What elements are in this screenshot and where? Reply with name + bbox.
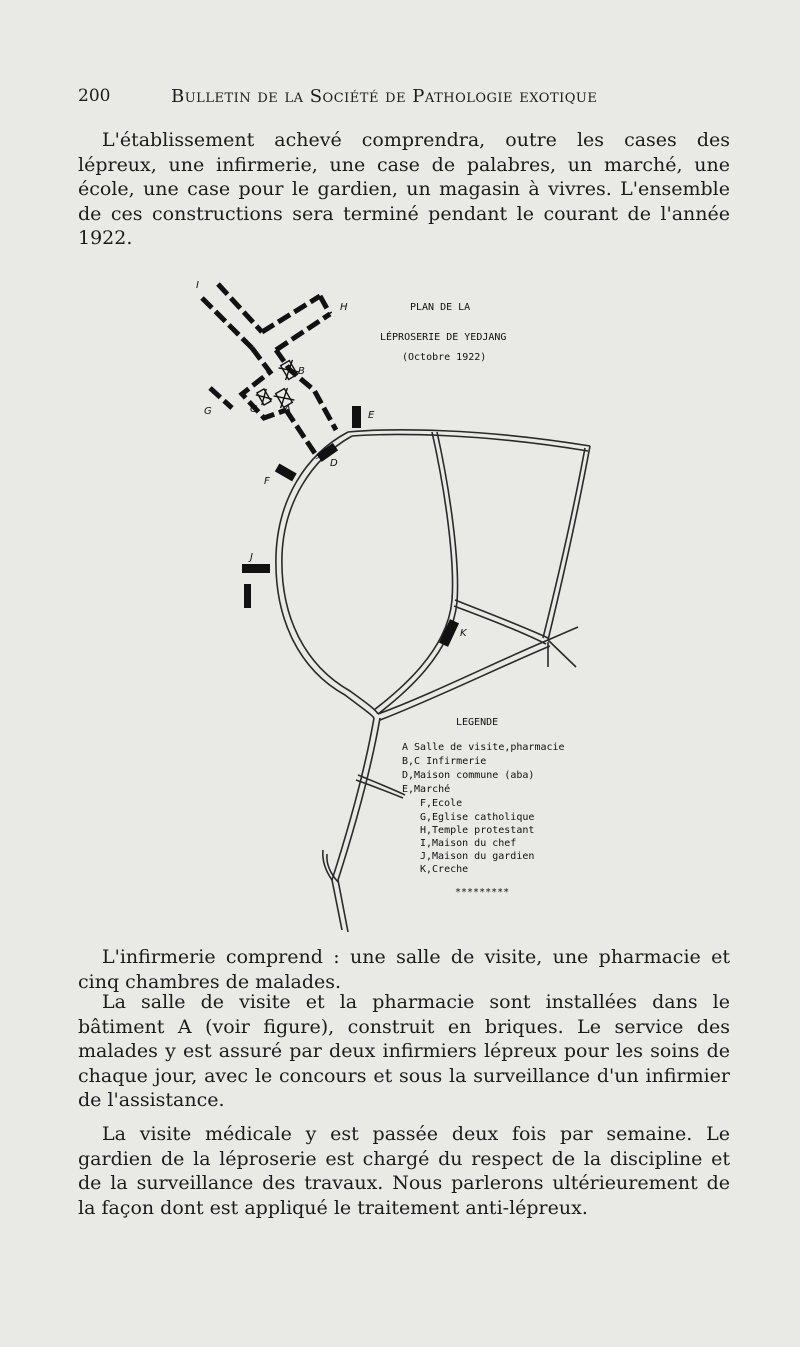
building-J-top bbox=[242, 564, 270, 573]
building-F bbox=[275, 464, 297, 482]
legend-item: G,Eglise catholique bbox=[420, 812, 535, 823]
label-H: H bbox=[340, 302, 348, 313]
page-number: 200 bbox=[78, 86, 111, 106]
legend-item: E,Marché bbox=[402, 784, 451, 795]
wing-H-end bbox=[320, 296, 330, 314]
map-svg bbox=[180, 270, 620, 935]
road-main-west-inner bbox=[282, 436, 378, 714]
legend-item: J,Maison du gardien bbox=[420, 851, 535, 862]
leproserie-map-figure bbox=[180, 270, 620, 935]
running-head bbox=[78, 86, 738, 116]
road-east bbox=[548, 446, 590, 640]
legend-item: I,Maison du chef bbox=[420, 838, 517, 849]
road-east-inner bbox=[543, 448, 585, 638]
label-B: B bbox=[298, 366, 305, 377]
paragraph-salle-de-visite bbox=[78, 990, 730, 1113]
paragraph-text: L'établissement achevé comprendra, outre les cases des lépreux, une infirmerie, une case de palabres, un marché, une école, une case pour le gardien, un magasin à vivres. L'ensemble de ces constructions sera terminé pendant le courant de l'année 1922. bbox=[78, 129, 730, 249]
legend-item: H,Temple protestant bbox=[420, 825, 535, 836]
paragraph-establishment bbox=[78, 128, 730, 251]
paragraph-text: La visite médicale y est passée deux fois par semaine. Le gardien de la léproserie est chargé du respect de la discipline et de la surveillance des travaux. Nous parlerons ultérieurement de la façon dont est appliqué le traitement anti-lépreux. bbox=[78, 1123, 730, 1219]
legend-title: LEGENDE bbox=[456, 717, 499, 728]
wing-lower-body-2 bbox=[210, 388, 232, 408]
wing-I-left bbox=[202, 298, 252, 348]
label-G: G bbox=[204, 406, 212, 417]
building-J-bottom bbox=[244, 584, 251, 608]
label-J: J bbox=[250, 552, 253, 563]
building-E bbox=[352, 406, 361, 428]
legend-item: B,C Infirmerie bbox=[402, 756, 487, 767]
legend-item: F,Ecole bbox=[420, 798, 463, 809]
building-K bbox=[439, 619, 459, 647]
label-F: F bbox=[264, 476, 270, 487]
road-south bbox=[332, 718, 374, 930]
legend-item: A Salle de visite,pharmacie bbox=[402, 742, 565, 753]
paragraph-visite-medicale bbox=[78, 1122, 730, 1220]
label-C: C bbox=[250, 404, 257, 415]
road-spur-2 bbox=[548, 640, 576, 667]
label-D: D bbox=[330, 458, 338, 469]
road-south-inner bbox=[338, 718, 380, 932]
legend-item: D,Maison commune (aba) bbox=[402, 770, 535, 781]
paragraph-infirmerie bbox=[78, 945, 730, 994]
map-title-line3: (Octobre 1922) bbox=[402, 352, 487, 363]
paragraph-text: La salle de visite et la pharmacie sont installées dans le bâtiment A (voir figure), construit en briques. Le service des malades y est assuré par deux infirmiers lépreux pour les soins de chaque jour, avec le concours et sous la surveillance d'un infirmier de l'assistance. bbox=[78, 991, 730, 1111]
road-top-inner bbox=[352, 435, 588, 451]
label-I: I bbox=[196, 280, 199, 291]
journal-title: Bulletin de la Société de Pathologie exotique bbox=[171, 86, 598, 107]
legend-item: K,Creche bbox=[420, 864, 469, 875]
road-k-junction bbox=[455, 600, 548, 638]
label-E: E bbox=[368, 410, 375, 421]
road-east-junction bbox=[378, 640, 548, 714]
buildings bbox=[242, 406, 459, 647]
legend-footer: ********* bbox=[455, 887, 510, 898]
paragraph-text: L'infirmerie comprend : une salle de visite, une pharmacie et cinq chambres de malades. bbox=[78, 946, 730, 993]
road-top bbox=[348, 430, 590, 446]
road-spur-1 bbox=[548, 627, 578, 640]
wing-I-right bbox=[218, 284, 262, 332]
map-title-line1: PLAN DE LA bbox=[410, 302, 471, 313]
label-K: K bbox=[460, 628, 467, 639]
label-A: A bbox=[284, 404, 291, 415]
wing-lower-body bbox=[286, 410, 318, 458]
road-middle-inner bbox=[378, 432, 458, 714]
crossed-boxes bbox=[256, 360, 300, 408]
map-title-line2: LÉPROSERIE DE YEDJANG bbox=[380, 332, 507, 343]
road-middle bbox=[374, 432, 453, 710]
road-k-junction-inner bbox=[454, 606, 546, 644]
